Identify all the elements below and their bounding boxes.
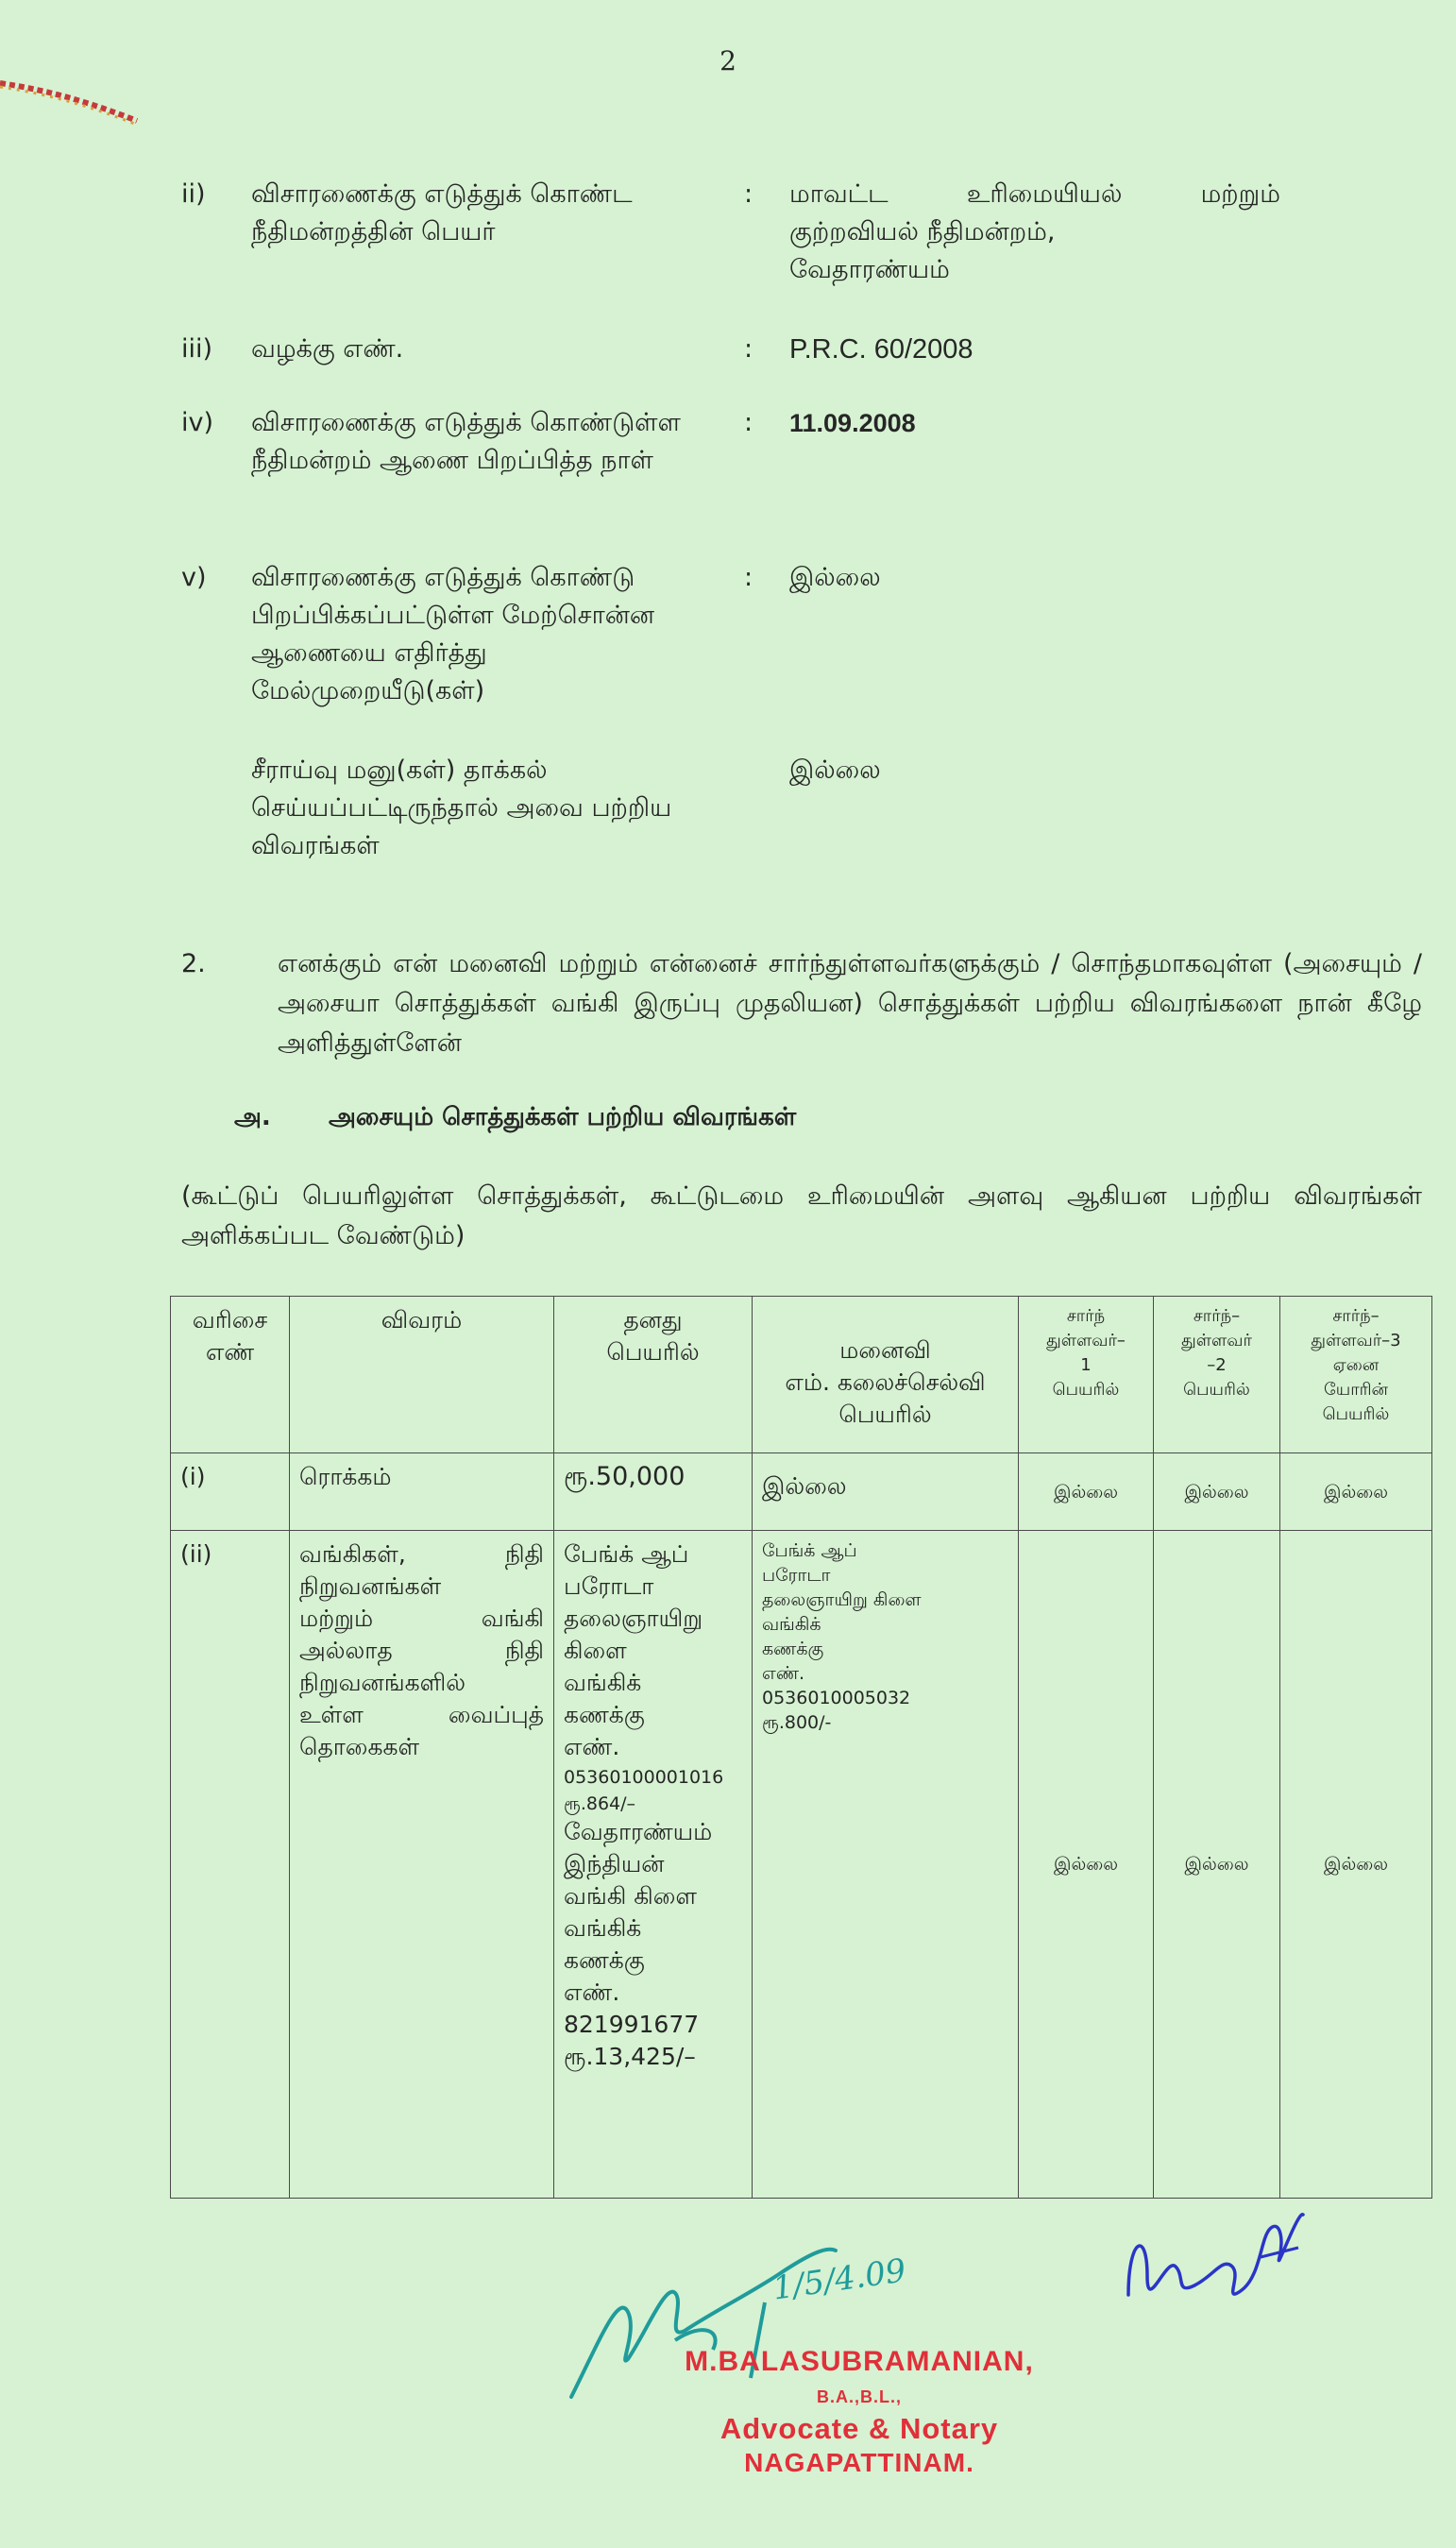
signature-declarant xyxy=(1119,2200,1308,2323)
details-line: தொகைகள் xyxy=(299,1733,420,1760)
details-line: உள்ள வைப்புத் xyxy=(299,1701,544,1728)
self-account-1: 05360100001016 xyxy=(564,1767,724,1788)
table-row xyxy=(171,1453,1432,1531)
section-number: 2. xyxy=(181,949,206,978)
row-value xyxy=(789,176,1280,289)
details-line: வங்கிகள், நிதி xyxy=(299,1540,544,1568)
row-number: ii) xyxy=(181,179,206,209)
row-value: இல்லை xyxy=(789,563,881,592)
details-line: நிறுவனங்கள் xyxy=(299,1572,442,1600)
cell-details: ரொக்கம் xyxy=(290,1453,554,1531)
stamp-place: NAGAPATTINAM. xyxy=(744,2448,974,2477)
row-label: விசாரணைக்கு எடுத்துக் கொண்டுள்ள நீதிமன்றம் ஆணை பிறப்பித்த நாள் xyxy=(251,408,681,475)
row-number: v) xyxy=(181,563,207,592)
row-value: இல்லை xyxy=(789,756,881,785)
row-colon: : xyxy=(744,563,753,592)
details-line: அல்லாத நிதி xyxy=(299,1637,544,1664)
stamp-name-text: M.BALASUBRAMANIAN, xyxy=(685,2346,1034,2377)
subheading-text: அசையும் சொத்துக்கள் பற்றிய விவரங்கள் xyxy=(329,1103,797,1131)
cell-self: ரூ.50,000 xyxy=(554,1453,753,1531)
row-value: P.R.C. 60/2008 xyxy=(789,334,973,365)
header-self: தனது பெயரில் xyxy=(554,1297,753,1453)
value-word: மற்றும் xyxy=(1200,179,1280,209)
table-row xyxy=(171,1531,1432,2199)
details-line: மற்றும் வங்கி xyxy=(299,1605,544,1632)
self-amount-1: ரூ.864/– xyxy=(564,1793,636,1814)
header-dependent-1: சார்ந் துள்ளவர்– 1 பெயரில் xyxy=(1019,1297,1154,1453)
value-word: மாவட்ட xyxy=(789,179,889,209)
row-label: சீராய்வு மனு(கள்) தாக்கல் செய்யப்பட்டிருந்தால் அவை பற்றிய விவரங்கள் xyxy=(251,756,672,860)
subheading-letter: அ. xyxy=(234,1103,271,1131)
row-court-name xyxy=(181,176,1295,298)
header-details: விவரம் xyxy=(290,1297,554,1453)
self-bank-1: பேங்க் ஆப் பரோடா தலைஞாயிறு கிளை வங்கிக் கணக்கு எண். xyxy=(564,1540,703,1760)
signature-date: 1/5/4.09 xyxy=(770,2251,908,2308)
cell-dependent-3: இல்லை xyxy=(1280,1453,1432,1531)
cell-serial: (i) xyxy=(171,1453,290,1531)
cell-self xyxy=(554,1531,753,2199)
row-number: iv) xyxy=(181,408,214,437)
row-label: விசாரணைக்கு எடுத்துக் கொண்டு பிறப்பிக்கப்பட்டுள்ள மேற்சொன்ன ஆணையை எதிர்த்து மேல்முறையீடு(கள்) xyxy=(251,563,655,705)
stamp-degree: B.A.,B.L., xyxy=(817,2387,902,2406)
row-appeals xyxy=(181,559,1295,720)
joint-ownership-note: (கூட்டுப் பெயரிலுள்ள சொத்துக்கள், கூட்டுடமை உரிமையின் அளவு ஆகியன பற்றிய விவரங்கள் அளிக்கப்பட வேண்டும்) xyxy=(181,1181,1422,1250)
cell-dependent-3: இல்லை xyxy=(1280,1531,1432,2199)
header-wife: மனைவி எம். கலைச்செல்வி பெயரில் xyxy=(753,1297,1019,1453)
value-rest: குற்றவியல் நீதிமன்றம், வேதாரண்யம் xyxy=(789,217,1056,284)
movable-assets-table xyxy=(170,1296,1432,2199)
cell-wife: பேங்க் ஆப் பரோடா தலைஞாயிறு கிளை வங்கிக் கணக்கு எண். 0536010005032 ரூ.800/- xyxy=(753,1531,1019,2199)
row-revision xyxy=(181,752,1295,875)
binding-thread xyxy=(0,76,142,132)
header-dependent-2: சார்ந்– துள்ளவர் –2 பெயரில் xyxy=(1154,1297,1280,1453)
row-case-number xyxy=(181,331,1295,372)
cell-details xyxy=(290,1531,554,2199)
value-word: உரிமையியல் xyxy=(966,179,1123,209)
cell-dependent-1: இல்லை xyxy=(1019,1531,1154,2199)
row-colon: : xyxy=(744,408,753,437)
row-value: 11.09.2008 xyxy=(789,409,916,437)
row-label: வழக்கு எண். xyxy=(251,334,404,364)
page-number: 2 xyxy=(720,45,736,76)
row-number: iii) xyxy=(181,334,213,364)
details-line: நிறுவனங்களில் xyxy=(299,1669,466,1696)
cell-wife: இல்லை xyxy=(753,1453,1019,1531)
table-header-row xyxy=(171,1297,1432,1453)
cell-dependent-2: இல்லை xyxy=(1154,1453,1280,1531)
notary-stamp xyxy=(661,2346,1058,2478)
row-colon: : xyxy=(744,179,753,209)
cell-serial: (ii) xyxy=(171,1531,290,2199)
header-dependent-3: சார்ந்– துள்ளவர்–3 ஏனை யோரின் பெயரில் xyxy=(1280,1297,1432,1453)
cell-dependent-2: இல்லை xyxy=(1154,1531,1280,2199)
row-order-date xyxy=(181,404,1295,527)
self-bank-2: வேதாரண்யம் இந்தியன் வங்கி கிளை வங்கிக் கணக்கு எண். 821991677 ரூ.13,425/– xyxy=(564,1818,713,2070)
stamp-name xyxy=(661,2346,1058,2410)
value-first-line xyxy=(789,176,1280,213)
cell-dependent-1: இல்லை xyxy=(1019,1453,1154,1531)
section-text: எனக்கும் என் மனைவி மற்றும் என்னைச் சார்ந்துள்ளவர்களுக்கும் / சொந்தமாகவுள்ள (அசையும் / அசையா சொத்துக்கள் வங்கி இருப்பு முதலியன) சொத்துக்கள் பற்றிய விவரங்களை நான் கீழே அளித்துள்ளேன் xyxy=(278,949,1422,1058)
row-colon: : xyxy=(744,334,753,364)
header-serial: வரிசை எண் xyxy=(171,1297,290,1453)
row-label: விசாரணைக்கு எடுத்துக் கொண்ட நீதிமன்றத்தின் பெயர் xyxy=(251,179,633,246)
stamp-title: Advocate & Notary xyxy=(720,2412,999,2445)
